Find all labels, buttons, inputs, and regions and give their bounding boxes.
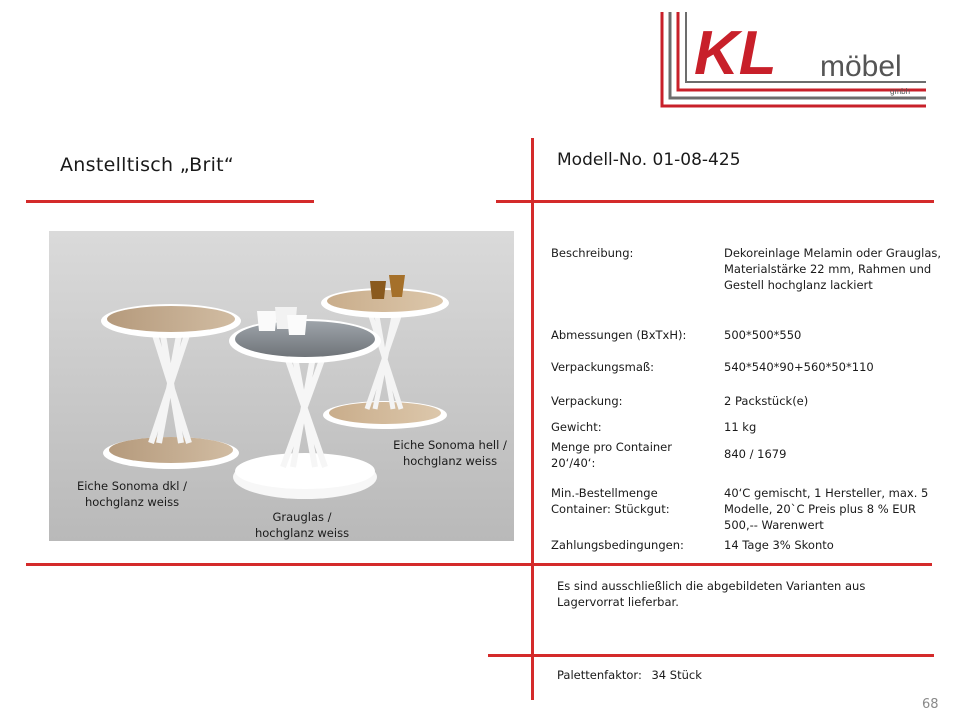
logo-letters: KL [694,19,777,88]
company-logo [660,10,930,108]
spec-label: Abmessungen (BxTxH): [551,328,687,342]
availability-note: Es sind ausschließlich die abgebildeten Varianten aus Lagervorrat lieferbar. [557,579,866,609]
caption-right: Eiche Sonoma hell / hochglanz weiss [393,438,507,468]
model-number: Modell-No. 01-08-425 [557,150,741,170]
spec-label: Verpackungsmaß: [551,360,654,374]
spec-value: 14 Tage 3% Skonto [724,538,834,552]
logo-word: möbel [820,50,902,83]
spec-value: Dekoreinlage Melamin oder Grauglas, Materialstärke 22 mm, Rahmen und Gestell hochglanz lackiert [724,246,942,292]
spec-label: Min.-Bestellmenge Container: Stückgut: [551,486,670,516]
spec-label: Menge pro Container 20‘/40‘: [551,440,672,470]
product-title: Anstelltisch „Brit“ [60,154,235,176]
spec-label: Verpackung: [551,394,623,408]
divider-title-left [26,200,314,203]
logo-graphic [660,10,930,108]
divider-title-right [496,200,934,203]
spec-value: 540*540*90+560*50*110 [724,360,874,374]
spec-value: 840 / 1679 [724,447,787,461]
spec-value: 500*500*550 [724,328,802,342]
caption-left: Eiche Sonoma dkl / hochglanz weiss [76,479,188,509]
caption-center: Grauglas / hochglanz weiss [254,510,350,540]
divider-middle [26,563,932,566]
logo-sub: gmbh [890,87,911,96]
pallet-factor [557,668,702,682]
spec-label: Zahlungsbedingungen: [551,538,684,552]
pallet-value: 34 Stück [651,668,702,682]
spec-value: 2 Packstück(e) [724,394,809,408]
spec-value: 40‘C gemischt, 1 Hersteller, max. 5 Modelle, 20`C Preis plus 8 % EUR 500,-- Warenwert [724,486,929,532]
page-number: 68 [922,697,939,712]
divider-vertical [531,138,534,700]
spec-label: Beschreibung: [551,246,634,260]
pallet-label: Palettenfaktor: [557,668,642,682]
spec-label: Gewicht: [551,420,602,434]
divider-bottom [488,654,934,657]
spec-value: 11 kg [724,420,757,434]
